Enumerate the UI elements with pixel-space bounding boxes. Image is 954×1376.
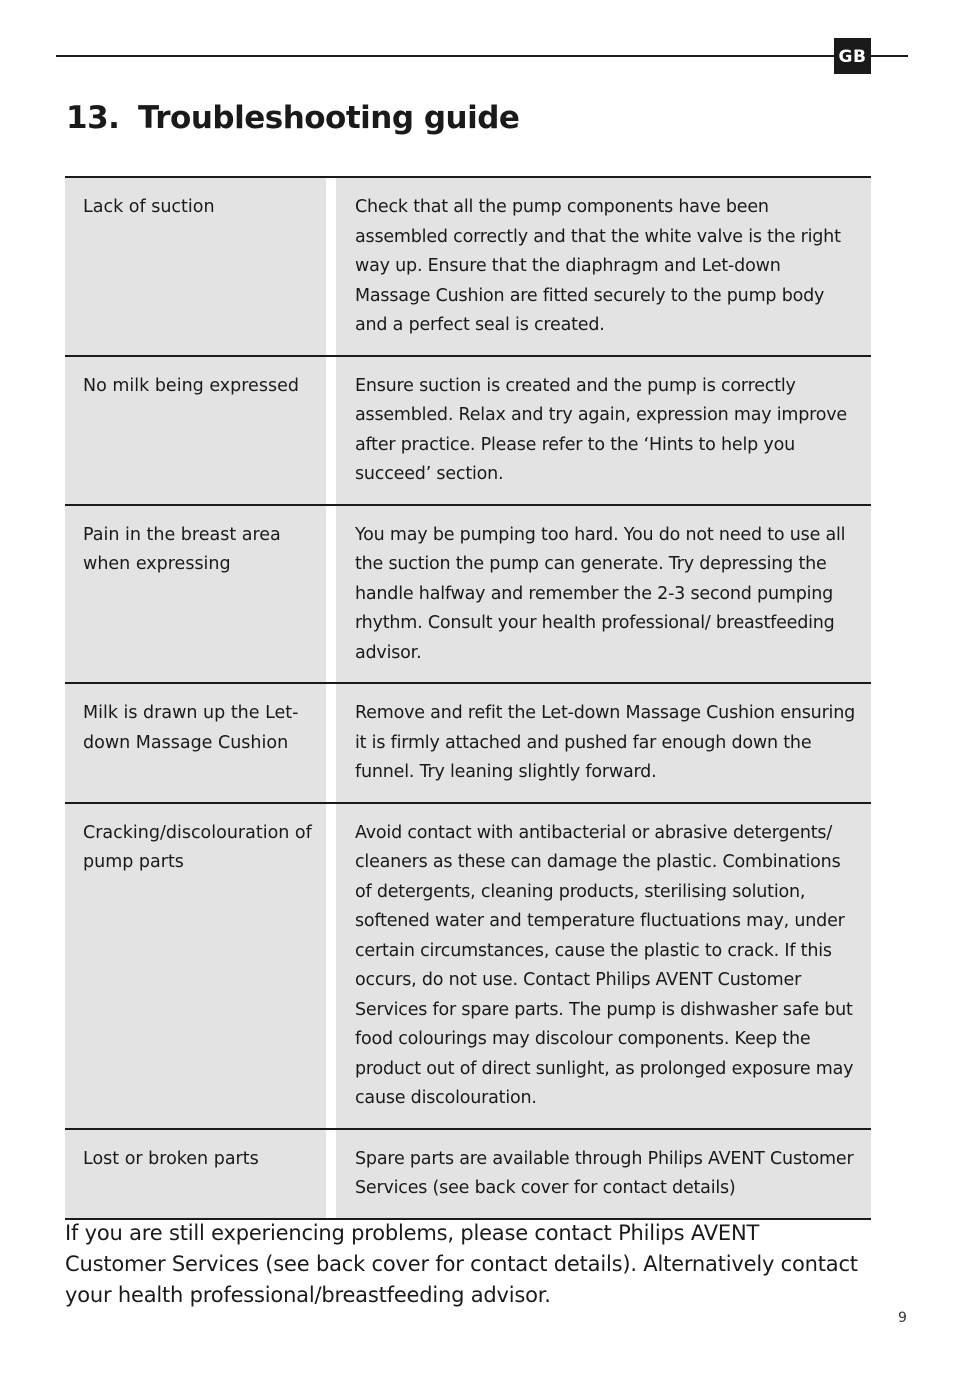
- section-title: Troubleshooting guide: [138, 100, 520, 136]
- problem-cell: Cracking/discolouration of pump parts: [65, 804, 326, 1128]
- solution-cell: Check that all the pump components have been assembled correctly and that the white valve is the right way up. Ensure that the diaphragm and Let-down Massage Cushion are fitted securely to the pump body and a perfect seal is created.: [336, 178, 871, 355]
- solution-cell: You may be pumping too hard. You do not need to use all the suction the pump can generate. Try depressing the handle halfway and remember the 2-3 second pumping rhythm. Consult your health professional/ breastfeeding advisor.: [336, 506, 871, 683]
- page-title: [66, 100, 519, 136]
- problem-cell: No milk being expressed: [65, 357, 326, 504]
- solution-cell: Avoid contact with antibacterial or abrasive detergents/ cleaners as these can damage the plastic. Combinations of detergents, cleaning products, sterilising solution, softened water and temperature fluctuations may, under certain circumstances, cause the plastic to crack. If this occurs, do not use. Contact Philips AVENT Customer Services for spare parts. The pump is dishwasher safe but food colourings may discolour components. Keep the product out of direct sunlight, as prolonged exposure may cause discolouration.: [336, 804, 871, 1128]
- solution-cell: Ensure suction is created and the pump is correctly assembled. Relax and try again, expression may improve after practice. Please refer to the ‘Hints to help you succeed’ section.: [336, 357, 871, 504]
- table-row: [65, 804, 871, 1130]
- column-gap: [326, 684, 336, 802]
- table-row: [65, 1130, 871, 1220]
- column-gap: [326, 1130, 336, 1218]
- column-gap: [326, 357, 336, 504]
- problem-cell: Lost or broken parts: [65, 1130, 326, 1218]
- section-number: 13.: [66, 100, 120, 136]
- solution-cell: Spare parts are available through Philips AVENT Customer Services (see back cover for contact details): [336, 1130, 871, 1218]
- problem-cell: Milk is drawn up the Let-down Massage Cushion: [65, 684, 326, 802]
- troubleshooting-table: [65, 176, 871, 1220]
- contact-note: If you are still experiencing problems, please contact Philips AVENT Customer Services (see back cover for contact details). Alternatively contact your health professional/breastfeeding advisor.: [65, 1221, 858, 1307]
- language-badge: GB: [834, 38, 871, 74]
- problem-cell: Lack of suction: [65, 178, 326, 355]
- table-row: [65, 506, 871, 685]
- column-gap: [326, 804, 336, 1128]
- problem-cell: Pain in the breast area when expressing: [65, 506, 326, 683]
- table-row: [65, 684, 871, 804]
- solution-cell: Remove and refit the Let-down Massage Cushion ensuring it is firmly attached and pushed far enough down the funnel. Try leaning slightly forward.: [336, 684, 871, 802]
- table-row: [65, 357, 871, 506]
- page-number: 9: [898, 1310, 907, 1326]
- header-rule: [56, 55, 908, 57]
- table-row: [65, 178, 871, 357]
- column-gap: [326, 506, 336, 683]
- column-gap: [326, 178, 336, 355]
